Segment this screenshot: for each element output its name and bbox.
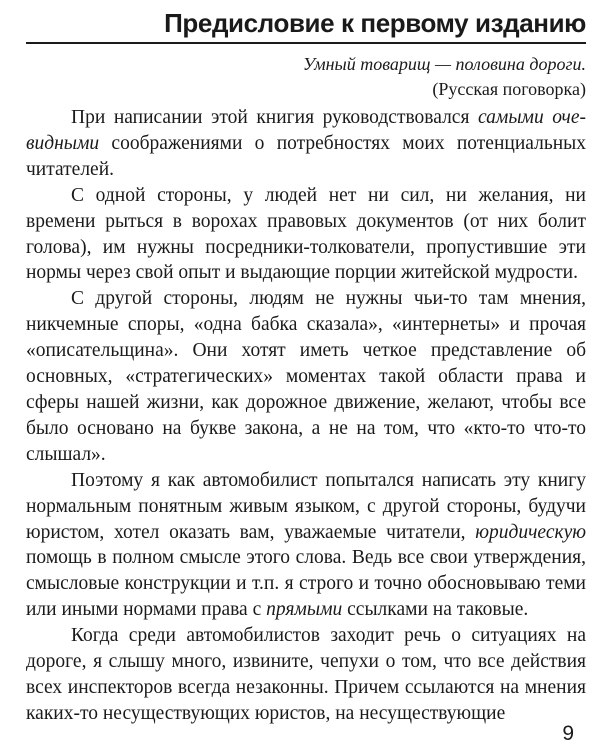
paragraph [26, 623, 586, 727]
paragraph-text: При написании этой книгия руководствовался [71, 107, 478, 128]
body-text [26, 105, 586, 727]
emphasized-text: прямыми [266, 599, 343, 621]
paragraph-text: помощь в полном смысле этого слова. Ведь все свои утверждения, смысловые конструкции и т.п. я строго и точно обосновываю теми или иными нормами права с [26, 547, 586, 621]
epigraph-source: (Русская поговорка) [432, 79, 586, 99]
paragraph [26, 183, 586, 287]
paragraph [26, 286, 586, 467]
page-number: 9 [562, 722, 574, 745]
emphasized-text: самыми очевидными [26, 107, 587, 154]
paragraph [26, 468, 586, 623]
emphasized-text: юридическую [475, 521, 586, 543]
epigraph-quote: Умный товарищ — половина дороги. [302, 54, 586, 74]
paragraph [26, 105, 586, 183]
paragraph-text: С другой стороны, людям не нужны чьи-то там мнения, никчемные споры, «одна бабка сказала», «интернеты» и прочая «описательщина». Они хотят иметь четкое представление об основных, «стратегических» моментах такой области права и сферы нашей жизни, как дорожное движение, желают, чтобы все было основано на букве закона, а не на том, что «кто-то что-то слышал». [26, 288, 586, 465]
paragraph-text: С одной стороны, у людей нет ни сил, ни желания, ни времени рыться в ворохах правовых документов (от них болит голова), им нужны посредники-толкователи, пропустившие эти нормы через свой опыт и выдающие порции житейской мудрости. [26, 184, 586, 284]
heading-rule [26, 42, 586, 44]
paragraph-text: соображениями о потребностях моих потенциальных читателей. [26, 132, 586, 180]
chapter-heading: Предисловие к первому изданию [164, 8, 586, 38]
paragraph-text: ссылками на таковые. [342, 599, 529, 621]
paragraph-text: Когда среди автомобилистов заходит речь о ситуациях на дороге, я слышу много, извините, чепухи о том, что все действия всех инспекторов всегда незаконны. Причем ссылаются на мнения каких-то несуществующих юристов, на несуществующие [26, 625, 586, 724]
book-page [26, 0, 586, 751]
epigraph [303, 52, 586, 102]
paragraph-text: Поэтому я как автомобилист попытался написать эту книгу нормальным понятным живым языком, с другой стороны, будучи юристом, хотел оказать вам, уважаемые читатели, [26, 469, 586, 543]
